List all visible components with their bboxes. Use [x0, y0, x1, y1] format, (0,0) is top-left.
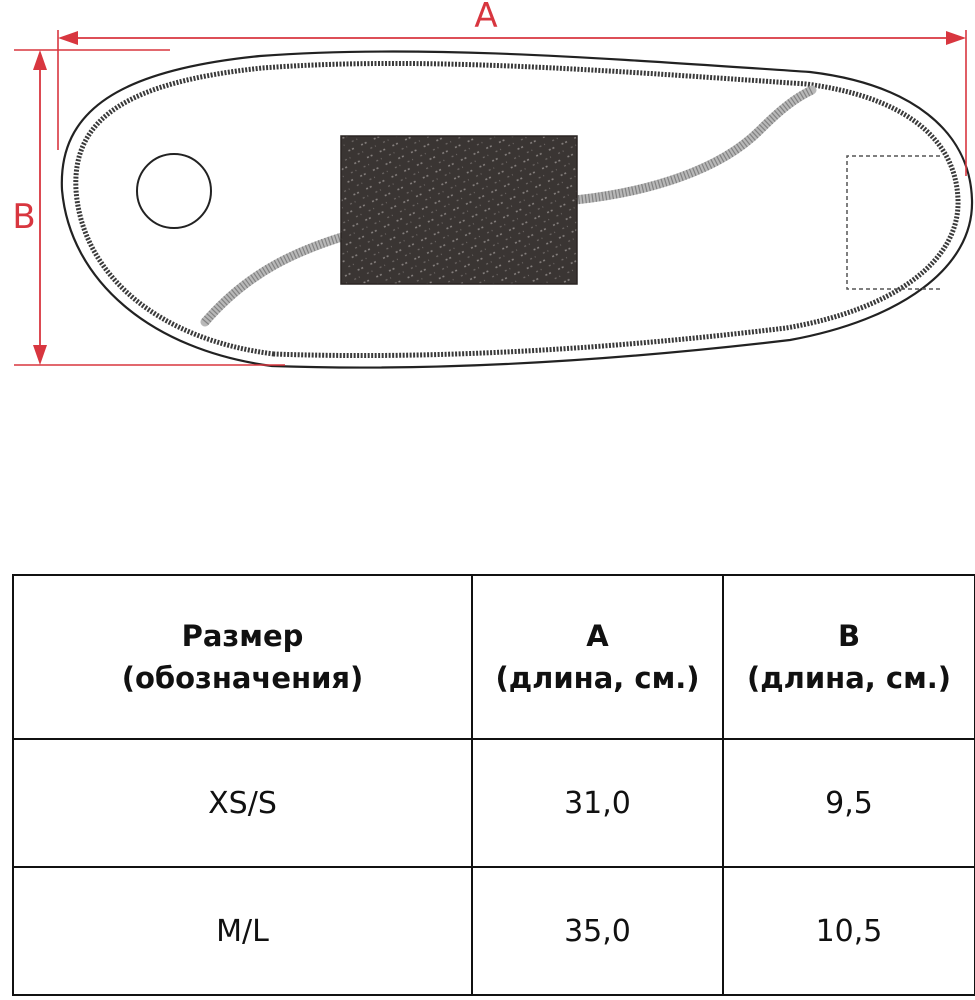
table-row	[13, 739, 975, 867]
cell-size: M/L	[13, 867, 472, 995]
dimension-b-label: B	[12, 197, 36, 237]
header-size	[13, 575, 472, 739]
cell-a: 31,0	[472, 739, 723, 867]
table-header-row	[13, 575, 975, 739]
header-b-line1: B	[837, 619, 861, 653]
cell-b: 10,5	[723, 867, 975, 995]
size-table	[12, 574, 975, 996]
header-b-line2: (длина, см.)	[746, 661, 952, 695]
header-a	[472, 575, 723, 739]
header-a-line1: A	[586, 619, 609, 653]
cell-b: 9,5	[723, 739, 975, 867]
cell-size: XS/S	[13, 739, 472, 867]
heel-circle-marker	[137, 154, 211, 228]
table-row	[13, 867, 975, 995]
dimension-b-arrow-bottom	[33, 345, 47, 365]
header-b	[723, 575, 975, 739]
insole-diagram	[0, 0, 975, 420]
header-a-line2: (длина, см.)	[495, 661, 700, 695]
header-size-line1: Размер	[181, 619, 304, 653]
cell-a: 35,0	[472, 867, 723, 995]
dimension-a-arrow-right	[946, 31, 966, 45]
toe-pad-dashed-outline	[847, 156, 940, 289]
header-size-line2: (обозначения)	[121, 661, 364, 695]
dimension-a-label: A	[474, 0, 498, 36]
velcro-patch	[341, 136, 577, 284]
dimension-b-arrow-top	[33, 50, 47, 70]
dimension-a-arrow-left	[58, 31, 78, 45]
